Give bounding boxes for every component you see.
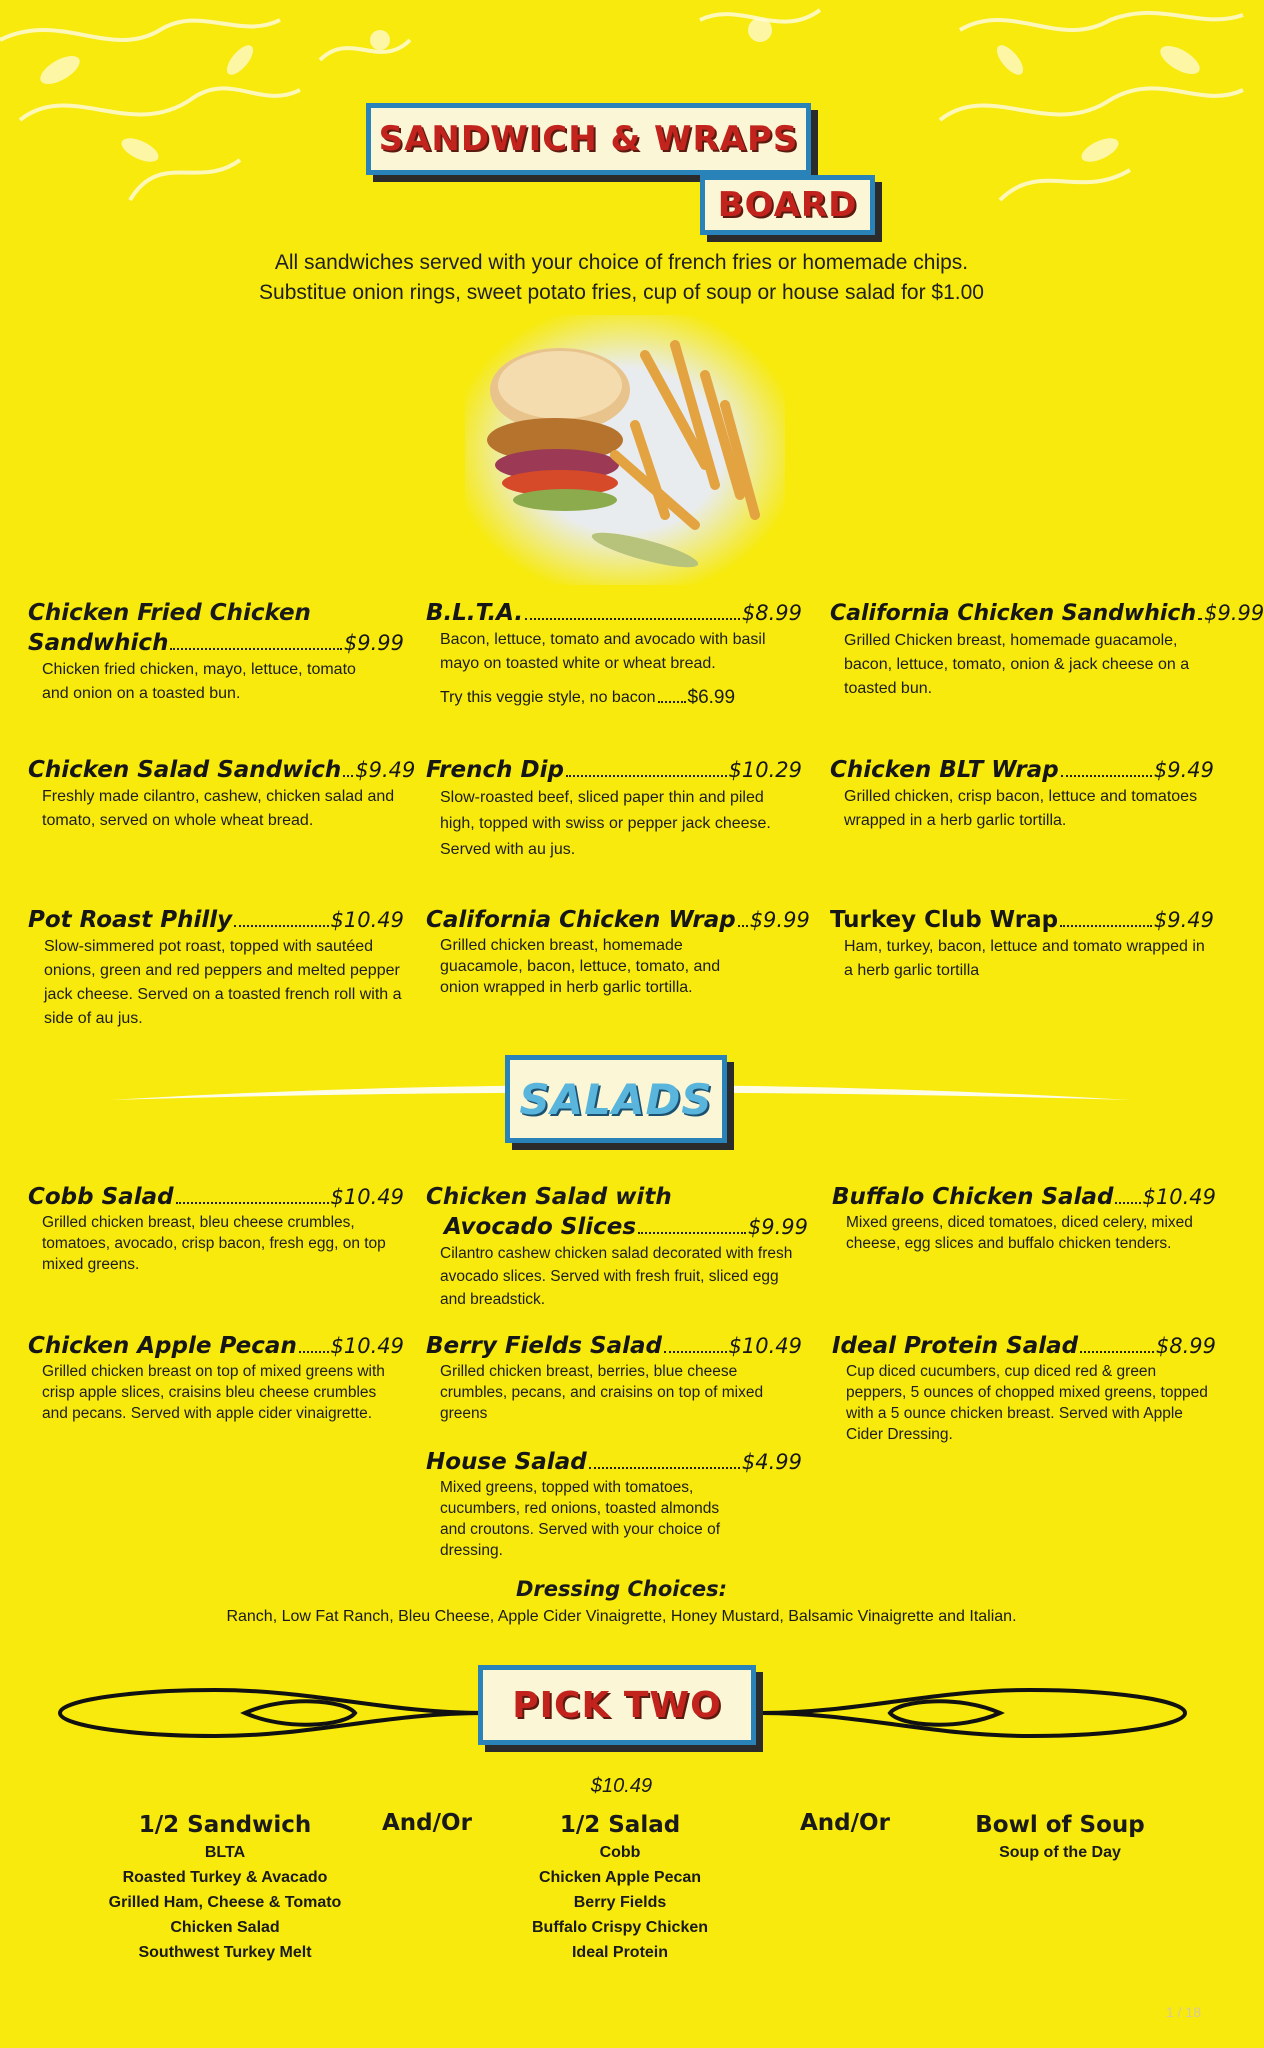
item-extra-price: $6.99 [687,687,736,708]
salads-title: SALADS [519,1074,713,1124]
item-price: $9.99 [1204,601,1264,625]
item-price: $9.49 [1153,758,1214,782]
pick-col-title: 1/2 Salad [559,1812,681,1838]
menu-item-chicken-salad-avocado [426,1182,808,1311]
pick-option: Southwest Turkey Melt [138,1944,312,1961]
item-name: Chicken Salad Sandwich [28,757,342,783]
pick-option: Grilled Ham, Cheese & Tomato [108,1894,342,1911]
pick-option: Soup of the Day [999,1844,1121,1861]
item-price: $10.49 [1142,1185,1216,1209]
pick-option: Chicken Salad [170,1919,280,1936]
menu-item-chicken-salad-sandwich [28,755,416,833]
item-price: $8.99 [741,601,802,625]
and-or-label-1: And/Or [382,1810,472,1836]
banner-sandwich-wraps [366,103,811,175]
pick-option: Roasted Turkey & Avacado [122,1869,328,1886]
item-description: Slow-simmered pot roast, topped with sautéed onions, green and red peppers and melted pepper jack cheese. Served on a toasted french roll with a side of au jus. [44,938,402,1027]
menu-item-ideal-protein-salad [832,1331,1216,1445]
pick-col-bowl-of-soup [960,1810,1160,1865]
pick-col-half-sandwich [80,1810,370,1965]
menu-item-french-dip [426,755,802,863]
item-price: $10.49 [330,908,404,932]
item-description: Grilled chicken, crisp bacon, lettuce and tomatoes wrapped in a herb garlic tortilla. [844,788,1198,829]
sandwich-fries-photo [465,315,785,585]
menu-item-house-salad [426,1447,802,1561]
item-name: California Chicken Sandwhich [830,601,1197,626]
banner-title: SANDWICH & WRAPS [378,119,799,159]
item-name: House Salad [426,1449,587,1475]
item-name: Ideal Protein Salad [832,1333,1079,1359]
item-price: $10.49 [728,1334,802,1358]
item-price: $9.99 [747,1215,808,1239]
pick-option: Buffalo Crispy Chicken [531,1919,709,1936]
pick-option: Cobb [599,1844,641,1861]
banner-subtitle: BOARD [717,185,858,225]
item-name: Avocado Slices [444,1214,637,1240]
item-price: $4.99 [741,1450,802,1474]
menu-item-pot-roast-philly [28,905,404,1031]
item-price: $9.99 [343,631,404,655]
item-name: Turkey Club Wrap [830,907,1059,933]
item-name: Sandwhich [28,630,169,656]
menu-item-chicken-fried-chicken [28,598,404,706]
item-description: Bacon, lettuce, tomato and avocado with basil mayo on toasted white or wheat bread. [440,631,766,672]
page-number: 1 / 18 [1165,2004,1201,2020]
item-description: Cilantro cashew chicken salad decorated with fresh avocado slices. Served with fresh fruit, sliced egg and breadstick. [440,1245,793,1308]
menu-item-california-chicken-sandwich [830,598,1264,701]
menu-item-california-chicken-wrap [426,905,810,998]
item-extra [426,686,802,710]
item-price: $9.99 [749,908,810,932]
menu-item-chicken-apple-pecan [28,1331,404,1424]
menu-item-buffalo-chicken-salad [832,1182,1216,1254]
item-name: Pot Roast Philly [28,907,233,933]
dressing-title: Dressing Choices: [515,1577,728,1601]
item-name: Buffalo Chicken Salad [832,1184,1114,1210]
item-description: Ham, turkey, bacon, lettuce and tomato wrapped in a herb garlic tortilla [844,938,1205,979]
pick-option: Ideal Protein [571,1944,669,1961]
item-description: Freshly made cilantro, cashew, chicken salad and tomato, served on whole wheat bread. [42,788,395,829]
item-name: Chicken BLT Wrap [830,757,1059,783]
menu-item-chicken-blt-wrap [830,755,1214,833]
pick-option: Chicken Apple Pecan [538,1869,702,1886]
item-description: Grilled chicken breast, bleu cheese crumbles, tomatoes, avocado, crisp bacon, fresh egg, on top mixed greens. [42,1214,386,1273]
pick-two-title: PICK TWO [512,1684,722,1726]
item-description: Grilled chicken breast, berries, blue cheese crumbles, pecans, and craisins on top of mixed greens [440,1363,764,1422]
item-description: Mixed greens, diced tomatoes, diced celery, mixed cheese, egg slices and buffalo chicken tenders. [846,1214,1193,1252]
menu-item-blta [426,598,802,710]
item-name: California Chicken Wrap [426,907,736,933]
intro-line-2: Substitue onion rings, sweet potato fries, cup of soup or house salad for $1.00 [259,281,984,304]
banner-pick-two [478,1665,756,1745]
pick-two-price: $10.49 [590,1775,653,1797]
item-name: Berry Fields Salad [426,1333,663,1359]
item-name: B.L.T.A. [426,600,524,626]
banner-board [700,175,875,235]
item-name: Cobb Salad [28,1184,174,1210]
pick-col-half-salad [480,1810,760,1965]
item-name: French Dip [426,757,564,783]
item-description: Grilled Chicken breast, homemade guacamole, bacon, lettuce, tomato, onion & jack cheese on a toasted bun. [844,632,1190,697]
item-price: $10.29 [728,758,802,782]
item-description: Grilled chicken breast on top of mixed greens with crisp apple slices, craisins bleu cheese crumbles and pecans. Served with apple cider vinaigrette. [42,1363,385,1422]
item-price: $8.99 [1155,1334,1216,1358]
pick-col-title: Bowl of Soup [975,1812,1145,1838]
item-name-line1: Chicken Fried Chicken [28,600,311,626]
dressing-list: Ranch, Low Fat Ranch, Bleu Cheese, Apple Cider Vinaigrette, Honey Mustard, Balsamic Vinaigrette and Italian. [226,1608,1017,1625]
item-description: Mixed greens, topped with tomatoes, cucumbers, red onions, toasted almonds and croutons. Served with your choice of dressing. [440,1479,721,1559]
item-name-line1: Chicken Salad with [426,1184,672,1210]
item-description: Grilled chicken breast, homemade guacamole, bacon, lettuce, tomato, and onion wrapped in herb garlic tortilla. [440,937,721,996]
item-description: Cup diced cucumbers, cup diced red & green peppers, 5 ounces of chopped mixed greens, topped with a 5 ounce chicken breast. Served with Apple Cider Dressing. [846,1363,1208,1443]
item-price: $10.49 [330,1334,404,1358]
item-price: $10.49 [330,1185,404,1209]
item-description: Slow-roasted beef, sliced paper thin and piled high, topped with swiss or pepper jack cheese. Served with au jus. [440,789,771,858]
banner-salads [505,1055,727,1143]
intro-text [0,248,1243,308]
item-name: Chicken Apple Pecan [28,1333,297,1359]
menu-item-turkey-club-wrap [830,905,1214,983]
pick-option: Berry Fields [573,1894,667,1911]
intro-line-1: All sandwiches served with your choice of french fries or homemade chips. [274,251,969,274]
item-price: $9.49 [1153,908,1214,932]
item-description: Chicken fried chicken, mayo, lettuce, tomato and onion on a toasted bun. [42,661,356,702]
menu-item-berry-fields-salad [426,1331,802,1424]
pick-col-title: 1/2 Sandwich [138,1812,312,1838]
pick-option: BLTA [204,1844,246,1861]
menu-item-cobb-salad [28,1182,404,1275]
item-extra-text: Try this veggie style, no bacon [440,689,656,706]
item-price: $9.49 [355,758,416,782]
and-or-label-2: And/Or [800,1810,890,1836]
